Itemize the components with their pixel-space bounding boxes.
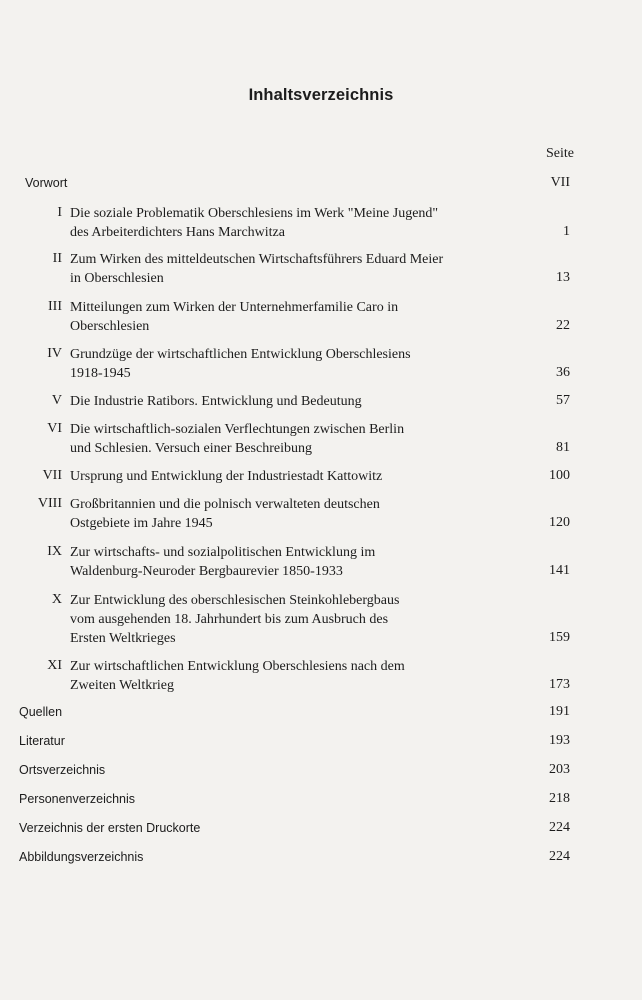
chapter-title [70, 495, 490, 533]
chapter-page: 173 [549, 677, 570, 692]
chapter-number: IX [47, 544, 62, 559]
chapter-title-line: in Oberschlesien [70, 271, 164, 286]
chapter-title-line: Die wirtschaftlich-sozialen Verflechtungen zwischen Berlin [70, 422, 405, 437]
chapter-page: 159 [549, 630, 570, 645]
toc-entry-literatur-page: 193 [549, 733, 570, 748]
toc-entry-personenverzeichnis-label: Personenverzeichnis [19, 792, 136, 806]
chapter-number: III [48, 299, 62, 314]
toc-entry-vorwort-label: Vorwort [25, 176, 68, 190]
toc-entry-vorwort-page: VII [550, 175, 570, 190]
chapter-title-line: Grundzüge der wirtschaftlichen Entwicklung Oberschlesiens [70, 347, 411, 362]
chapter-number: X [51, 592, 62, 607]
chapter-number: II [52, 251, 62, 266]
chapter-title [70, 345, 490, 383]
chapter-page: 22 [556, 318, 570, 333]
chapter-number: XI [47, 658, 62, 673]
toc-entry-druckorte-label: Verzeichnis der ersten Druckorte [19, 821, 201, 835]
chapter-page: 120 [549, 515, 570, 530]
chapter-title [70, 420, 490, 458]
chapter-title-line: Großbritannien und die polnisch verwalteten deutschen [70, 497, 380, 512]
chapter-title [70, 250, 490, 288]
toc-entry-druckorte-page: 224 [549, 820, 570, 835]
chapter-page: 1 [563, 224, 570, 239]
chapter-title-line: Zur wirtschaftlichen Entwicklung Oberschlesiens nach dem [70, 659, 405, 674]
toc-entry-personenverzeichnis-page: 218 [549, 791, 570, 806]
toc-entry-abbildungsverzeichnis-label: Abbildungsverzeichnis [19, 850, 144, 864]
chapter-title [70, 392, 490, 411]
chapter-title-line: Waldenburg-Neuroder Bergbaurevier 1850-1933 [70, 564, 343, 579]
chapter-title-line: Ersten Weltkrieges [70, 631, 176, 646]
chapter-title [70, 467, 490, 486]
chapter-title-line: Ursprung und Entwicklung der Industriestadt Kattowitz [70, 469, 383, 484]
chapter-title [70, 543, 490, 581]
chapter-number: VII [42, 468, 62, 483]
toc-entry-ortsverzeichnis-label: Ortsverzeichnis [19, 763, 106, 777]
chapter-title-line: Oberschlesien [70, 319, 150, 334]
toc-entry-ortsverzeichnis-page: 203 [549, 762, 570, 777]
chapter-title [70, 591, 490, 648]
chapter-page: 13 [556, 270, 570, 285]
chapter-title-line: Die Industrie Ratibors. Entwicklung und Bedeutung [70, 394, 362, 409]
chapter-title-line: vom ausgehenden 18. Jahrhundert bis zum Ausbruch des [70, 612, 389, 627]
chapter-title-line: Zur wirtschafts- und sozialpolitischen Entwicklung im [70, 545, 376, 560]
chapter-number: IV [47, 346, 62, 361]
toc-entry-quellen-page: 191 [549, 704, 570, 719]
toc-entry-literatur-label: Literatur [19, 734, 65, 748]
chapter-page: 57 [556, 393, 570, 408]
chapter-page: 81 [556, 440, 570, 455]
chapter-title-line: des Arbeiterdichters Hans Marchwitza [70, 225, 285, 240]
chapter-number: V [51, 393, 62, 408]
chapter-title-line: Mitteilungen zum Wirken der Unternehmerfamilie Caro in [70, 300, 399, 315]
page-title: Inhaltsverzeichnis [248, 86, 394, 104]
toc-entry-quellen-label: Quellen [19, 705, 63, 719]
chapter-title-line: und Schlesien. Versuch einer Beschreibung [70, 441, 312, 456]
chapter-page: 100 [549, 468, 570, 483]
chapter-number: I [57, 205, 62, 220]
chapter-title [70, 204, 490, 242]
chapter-page: 141 [549, 563, 570, 578]
chapter-title-line: Zur Entwicklung des oberschlesischen Steinkohlebergbaus [70, 593, 400, 608]
chapter-title-line: Zum Wirken des mitteldeutschen Wirtschaftsführers Eduard Meier [70, 252, 444, 267]
chapter-title-line: 1918-1945 [70, 366, 131, 381]
chapter-title [70, 298, 490, 336]
chapter-number: VIII [37, 496, 62, 511]
seite-column-header: Seite [546, 146, 574, 161]
chapter-title-line: Ostgebiete im Jahre 1945 [70, 516, 213, 531]
toc-entry-abbildungsverzeichnis-page: 224 [549, 849, 570, 864]
chapter-title [70, 657, 490, 695]
chapter-title-line: Die soziale Problematik Oberschlesiens im Werk "Meine Jugend" [70, 206, 439, 221]
chapter-title-line: Zweiten Weltkrieg [70, 678, 174, 693]
chapter-page: 36 [556, 365, 570, 380]
chapter-number: VI [47, 421, 62, 436]
